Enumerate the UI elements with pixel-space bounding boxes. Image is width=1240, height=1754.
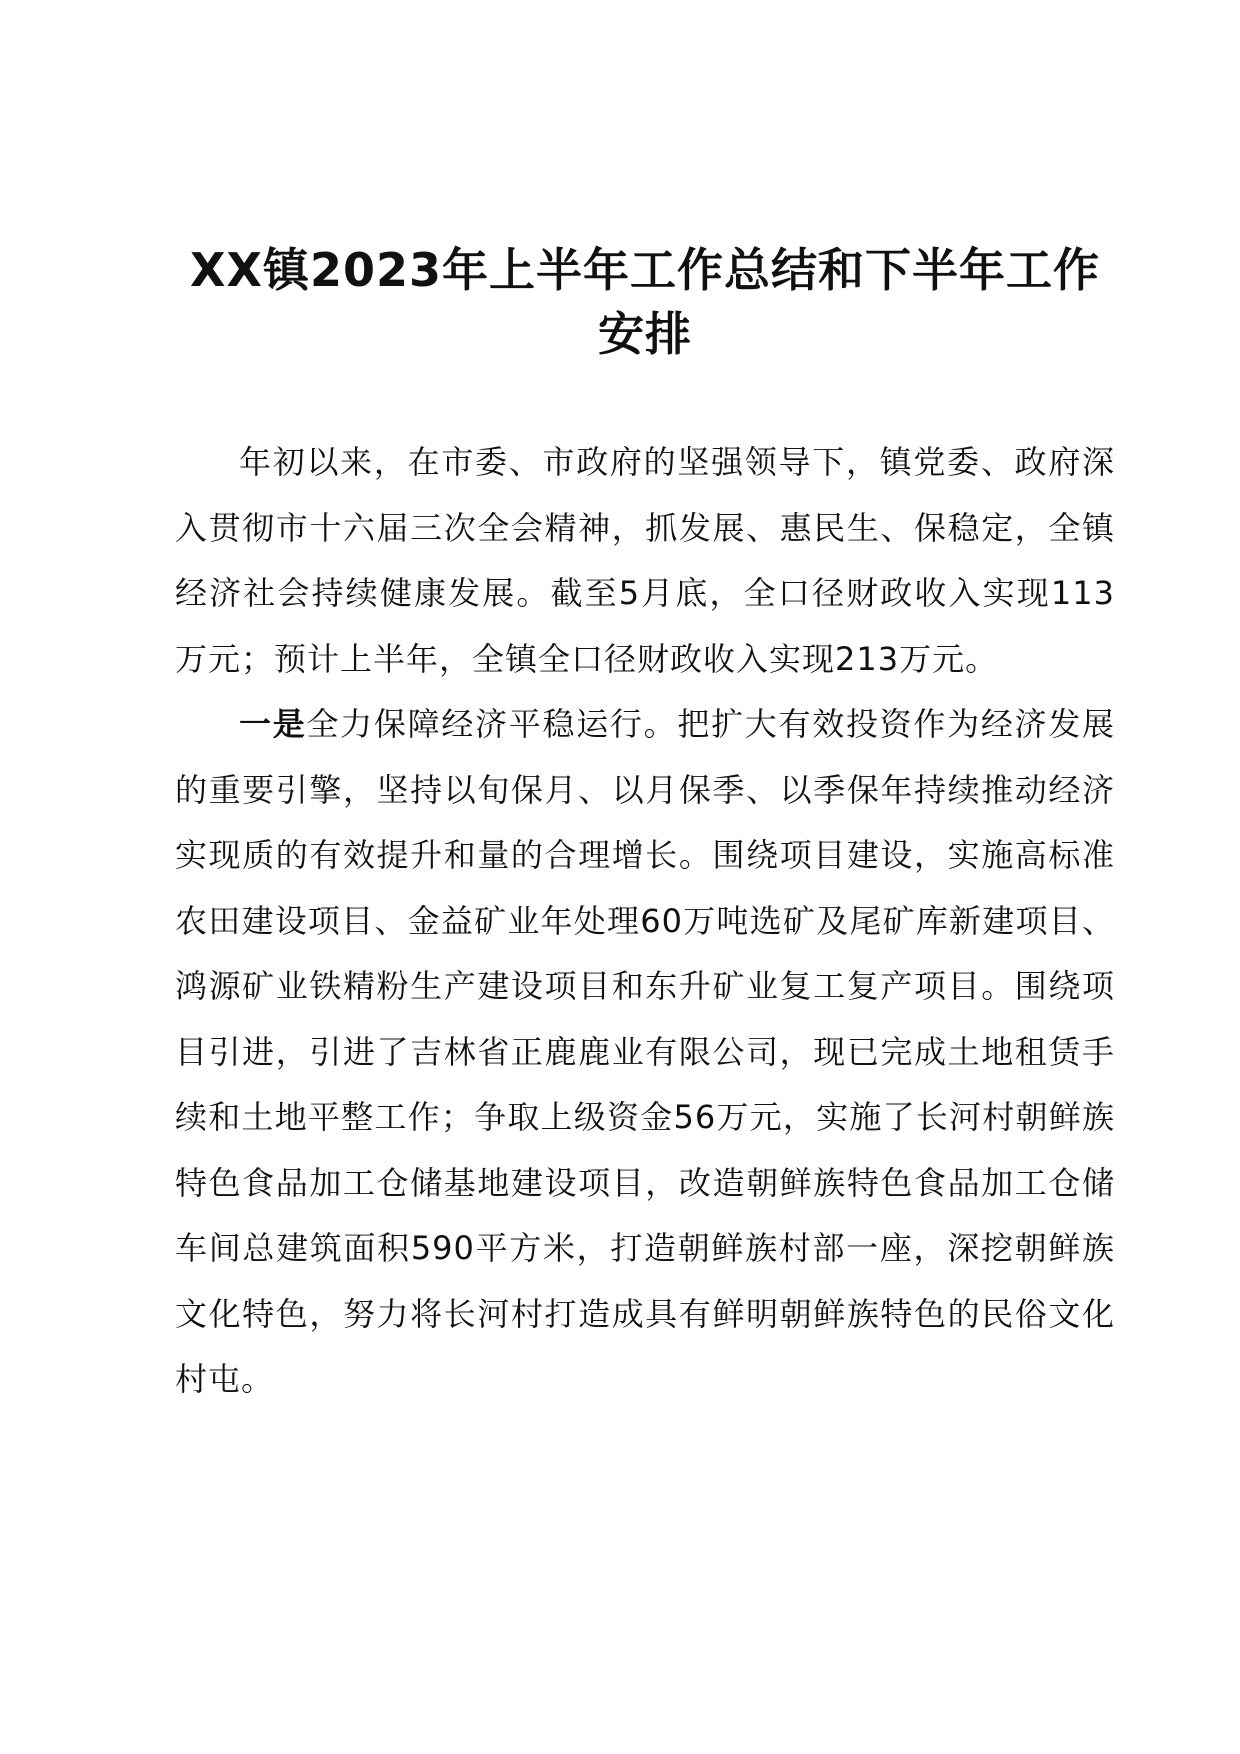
paragraph-text: 年初以来，在市委、市政府的坚强领导下，镇党委、政府深入贯彻市十六届三次全会精神，抓发展、惠民生、保稳定，全镇经济社会持续健康发展。截至5月底，全口径财政收入实现113万元；预计上半年，全镇全口径财政收入实现213万元。 [175,443,1115,678]
document-body [175,430,1115,1413]
paragraph-economy [175,692,1115,1413]
paragraph-text: 全力保障经济平稳运行。把扩大有效投资作为经济发展的重要引擎，坚持以旬保月、以月保季、以季保年持续推动经济实现质的有效提升和量的合理增长。围绕项目建设，实施高标准农田建设项目、金益矿业年处理60万吨选矿及尾矿库新建项目、鸿源矿业铁精粉生产建设项目和东升矿业复工复产项目。围绕项目引进，引进了吉林省正鹿鹿业有限公司，现已完成土地租赁手续和土地平整工作；争取上级资金56万元，实施了长河村朝鲜族特色食品加工仓储基地建设项目，改造朝鲜族特色食品加工仓储车间总建筑面积590平方米，打造朝鲜族村部一座，深挖朝鲜族文化特色，努力将长河村打造成具有鲜明朝鲜族特色的民俗文化村屯。 [175,705,1115,1398]
paragraph-lead: 一是 [239,705,307,743]
document-title: XX镇2023年上半年工作总结和下半年工作安排 [190,243,1100,361]
paragraph-intro [175,430,1115,692]
